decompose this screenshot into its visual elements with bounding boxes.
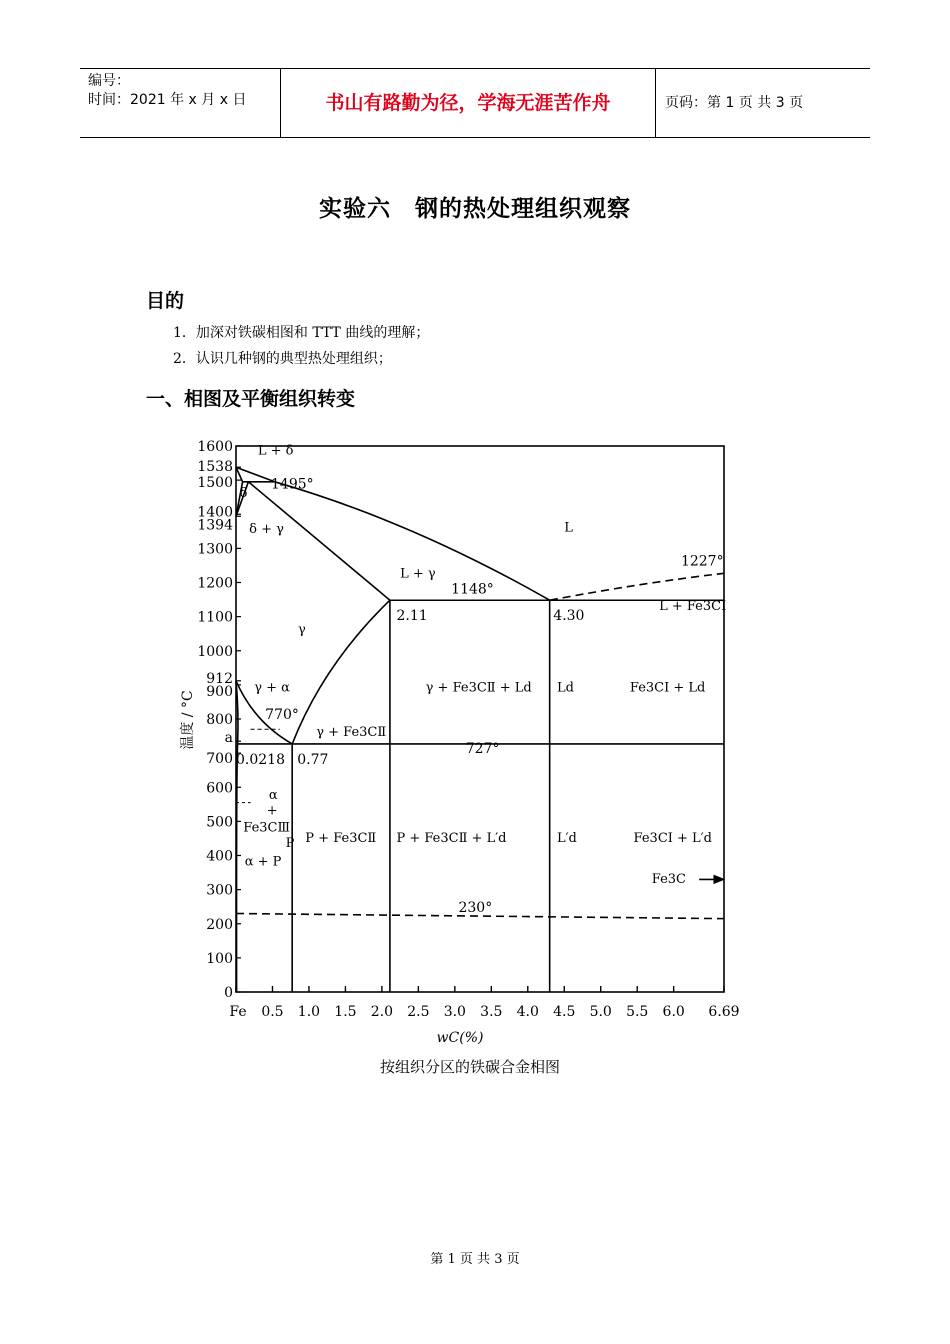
- time-label: 时间：2021 年 x 月 x 日: [88, 92, 247, 108]
- number-label: 编号：: [88, 73, 130, 89]
- point-annotation: 0.0218: [236, 752, 285, 769]
- region-label: γ + Fe3CⅡ + Ld: [425, 680, 532, 696]
- y-tick-label: 1500: [197, 475, 233, 492]
- region-label: α + P: [244, 854, 282, 870]
- y-tick-label: 200: [206, 916, 233, 933]
- y-tick-label: 100: [206, 950, 233, 967]
- point-annotation: 727°: [465, 741, 500, 758]
- region-label: Fe3C: [651, 871, 687, 887]
- y-tick-label: 1100: [197, 609, 233, 626]
- y-tick-label: 1400: [197, 504, 233, 521]
- region-label: L + δ: [257, 443, 294, 459]
- x-tick-label: 3.5: [480, 1004, 503, 1020]
- point-annotation: 0.77: [297, 752, 329, 769]
- region-label: δ + γ: [249, 522, 284, 538]
- page-footer: 第 1 页 共 3 页: [430, 1252, 520, 1267]
- region-label: L + Fe3CⅠ: [659, 598, 727, 614]
- y-tick-label: 500: [206, 814, 233, 831]
- header-table: [80, 68, 870, 138]
- chart-xlabel: wC(%): [436, 1030, 484, 1046]
- y-tick-label: 800: [206, 712, 233, 728]
- y-tick-label: 1200: [197, 575, 233, 592]
- purpose-heading: 目的: [146, 290, 185, 312]
- x-tick-label: 2.5: [407, 1004, 430, 1020]
- x-tick-label: 0.5: [261, 1004, 284, 1020]
- fe3c-arrow-head: [714, 875, 724, 883]
- y-tick-label: 0: [224, 985, 233, 1001]
- acm-line: [292, 600, 390, 744]
- header-page-info: 页码：第 1 页 共 3 页: [665, 95, 804, 111]
- alpha-solvus: [237, 744, 238, 992]
- point-annotation: 2.11: [396, 608, 428, 625]
- point-annotation: 770°: [265, 707, 299, 723]
- point-annotation: 1148°: [451, 581, 494, 598]
- region-label: Fe3CⅠ + Ld: [629, 680, 706, 696]
- liquidus-cementite: [550, 573, 724, 600]
- x-tick-label: 4.5: [553, 1004, 576, 1020]
- fe-c-phase-diagram: [0, 430, 950, 1090]
- region-label: α: [268, 788, 278, 804]
- y-tick-label: 1300: [197, 541, 233, 558]
- region-label: γ + α: [254, 680, 290, 696]
- region-label: Fe3CⅠ + L′d: [633, 830, 712, 846]
- liquidus-gamma: [275, 482, 550, 600]
- y-tick-label: 1394: [197, 517, 233, 534]
- y-tick-label: 400: [206, 848, 233, 865]
- y-tick-label: 300: [206, 882, 233, 899]
- doc-title: 实验六 钢的热处理组织观察: [319, 195, 631, 222]
- x-tick-label: 6.69: [708, 1004, 740, 1020]
- y-tick-label: a: [224, 730, 233, 747]
- region-label: +: [266, 803, 278, 819]
- y-tick-label: 900: [206, 683, 233, 700]
- region-label: L′d: [556, 830, 577, 846]
- x-tick-label: 1.0: [297, 1004, 321, 1020]
- header-motto: 书山有路勤为径，学海无涯苦作舟: [280, 69, 656, 137]
- y-tick-label: 700: [206, 751, 233, 768]
- purpose-item-1: 1．加深对铁碳相图和 TTT 曲线的理解；: [173, 325, 430, 341]
- solidus-gamma: [248, 482, 390, 600]
- region-label: γ: [298, 622, 306, 638]
- x-tick-label: 5.5: [626, 1004, 649, 1020]
- header-meta: [80, 69, 280, 137]
- x-tick-label: 2.0: [370, 1004, 394, 1020]
- point-annotation: 230°: [458, 899, 493, 916]
- x-tick-label: Fe: [229, 1004, 247, 1020]
- y-tick-label: 1538: [197, 459, 233, 476]
- region-label: L + γ: [400, 566, 436, 582]
- region-label: P + Fe3CⅡ: [305, 830, 377, 846]
- point-annotation: 1227°: [680, 553, 724, 570]
- chart-ylabel: 温度 / °C: [180, 690, 196, 750]
- y-tick-label: 1000: [197, 643, 233, 660]
- y-tick-label: 600: [206, 780, 233, 797]
- region-label: δ: [239, 486, 248, 502]
- region-label: P + Fe3CⅡ + L′d: [396, 830, 507, 846]
- phase-heading: 一、相图及平衡组织转变: [146, 388, 356, 410]
- region-label: Ld: [556, 680, 574, 696]
- region-label: γ + Fe3CⅡ: [316, 725, 387, 741]
- point-annotation: 1495°: [271, 476, 314, 493]
- point-annotation: 4.30: [553, 608, 585, 625]
- region-label: Fe3CⅢ: [243, 820, 291, 836]
- x-tick-label: 5.0: [589, 1004, 612, 1020]
- x-tick-label: 6.0: [662, 1004, 685, 1020]
- x-tick-label: 3.0: [443, 1004, 466, 1020]
- x-tick-label: 1.5: [334, 1004, 357, 1020]
- x-tick-label: 4.0: [516, 1004, 539, 1020]
- y-tick-label: 1600: [197, 439, 233, 455]
- y-tick-label: 912: [206, 670, 233, 687]
- region-label: P: [285, 835, 295, 851]
- region-label: L: [564, 520, 573, 536]
- chart-title: 按组织分区的铁碳合金相图: [379, 1058, 561, 1076]
- purpose-item-2: 2．认识几种钢的典型热处理组织；: [173, 351, 392, 367]
